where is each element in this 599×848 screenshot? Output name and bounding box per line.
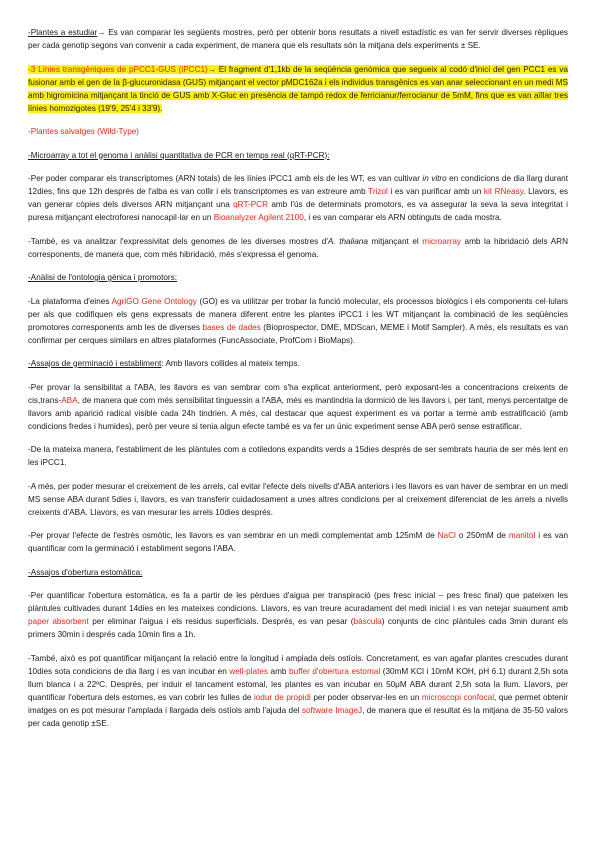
term-microscopi-confocal: microscopi confocal: [421, 692, 495, 702]
paragraph-text: Es van comparar les següents mostres, però per obtenir bons resultats a nivell estadístic es van fer servir diverses rèpliques per cada genotip segons van convenir a cada experiment, de manera que els resultats són la mitjana dels experiments ± SE.: [28, 28, 568, 50]
paragraph-ontologia: [28, 295, 568, 347]
text-run: i es van purificar amb un: [387, 187, 484, 196]
paragraph-ontologia-title: [28, 271, 568, 284]
paragraph-microarray-title: [28, 149, 568, 162]
section-title-salvatges: -Plantes salvatges (Wild-Type): [28, 127, 140, 136]
paragraph-microarray-1: [28, 172, 568, 224]
text-run: -Per quantificar l'obertura estomàtica, es fa a partir de les pèrdues d'aigua per transpiració (pes fresc inicial – pes fresc final) que pateixen les plàntules cultivades durant 14dies en les mateixes condicions. Llavors, es van treure acuradament del medi inicial i es van netejar suaument amb: [28, 591, 568, 613]
section-title-microarray: -Microarray a tot el genoma i anàlisi quantitativa de PCR en temps real (qRT-PCR):: [28, 150, 330, 160]
term-paper-absorbent: paper absorbent: [28, 617, 89, 626]
paragraph-obertura-2: [28, 652, 568, 730]
section-title-ontologia: -Anàlisi de l'ontologia gènica i promotors:: [28, 273, 178, 282]
term-microarray: microarray: [422, 236, 461, 246]
text-run: -Per provar l'efecte de l'estrès osmòtic, les llavors es van sembrar en un medi complementat amb 125mM de: [28, 531, 438, 540]
text-run: amb: [268, 666, 290, 676]
term-trizol: Trizol: [368, 187, 388, 196]
section-title-germinacio: -Assajos de germinació i establiment: [28, 359, 162, 368]
text-run: i es van quantificar com la germinació i establiment segons l'ABA.: [28, 531, 568, 553]
term-bases-de-dades: bases de dades: [202, 322, 261, 332]
term-nacl: NaCl: [437, 531, 456, 540]
text-run: -Per provar la sensibilitat a l'ABA, les llavors es van sembrar com s'ha explicat anteriorment, però exposant-les a concentracions creixents de cis,trans-: [28, 382, 568, 405]
paragraph-obertura-1: [28, 589, 568, 641]
term-bascula: bàscula: [353, 617, 382, 626]
text-run: (GO) es va utilitzar per trobar la funció molecular, els processos biològics i els components cel·lulars per als que codifiquen els gens expressats de manera diferent entre les plantes iPCC1 i les WT mitjançant la combinació de les seqüències promotores corresponents amb les de diverses: [28, 296, 569, 332]
paragraph-germinacio-4: [28, 529, 568, 555]
text-run: , que permet obtenir imatges on es pot mesurar l'amplada i llargada dels ostíols amb l'ajuda del: [28, 692, 568, 715]
text-run: (Bioprospector, DME, MDScan, MEME i Motif Sampler). A més, els resultats es van confirmar per cerques similars en altres plataformes (FuncAssociate, ProfCom i BioMaps).: [28, 322, 569, 345]
term-in-vitro: in vitro: [422, 174, 447, 183]
paragraph-germinacio-3: -A més, per poder mesurar el creixement de les arrels, cal evitar l'efecte dels nivells d'ABA anteriors i les llavors es van haver de sembrar en un medi MS sense ABA durant 5dies i, llavors, es van transferir cuidadosament a unes altres condicions per al creixement diferenciat de les arrels a nivells creixents d'ABA. Llavors, es van mesurar les arrels 10dies després.: [28, 481, 568, 517]
text-run: en condicions de dia llarg durant 12dies, fins que 12h després de l'alba es van collir i els transcriptomes es van extreure amb: [28, 174, 568, 196]
term-kit-rneasy: kit RNeasy: [483, 187, 524, 196]
section-title-plantes: -Plantes a estudiar: [28, 28, 98, 37]
paragraph-salvatges: [28, 125, 568, 138]
text-run: ) conjunts de cinc plàntules cada 3min durant els primers 30min i després cada 10min fins a 1h.: [28, 617, 568, 639]
section-title-transgeniques: -3 Línies transgèniques de pPCC1-GUS (iPCC1): [28, 64, 208, 74]
paragraph-microarray-2: [28, 235, 568, 261]
term-aba: ABA: [61, 395, 78, 405]
text-run: . Llavors, es van generar còpies dels diversos ARN mitjançant una: [28, 187, 568, 209]
section-title-obertura: -Assajos d'obertura estomàtica:: [28, 567, 143, 577]
paragraph-obertura-title: [28, 566, 568, 579]
term-well-plates: well-plates: [229, 666, 269, 676]
text-run: , i es van comparar els ARN obtinguts de cada mostra.: [303, 213, 502, 222]
text-run: -La plataforma d'eines: [28, 296, 112, 306]
paragraph-text-highlighted: El fragment d'1,1kb de la seqüència genòmica que segueix al codó d'inici del gen PCC1 es va fusionar amb el gen de la β-glucuronidasa (GUS) mitjançant el vector pMDC162a i els individus transgènics es van anar seleccionant en un medi MS amb higromicina mitjançant la tinció de GUS amb X-Gluc en presència de tampó redox de ferricianur/ferrocianur de 5mM, fins que es van aïllar tres línies homozigotes (19'9, 25'4 i 33'9).: [28, 64, 568, 113]
term-manitol: manitol: [508, 531, 536, 540]
text-run: , de manera que com més sensibilitat tinguessin a l'ABA, més es mantindria la dormició de les llavors i, per tant, menys percentatge de llavors amb aparició radical visible cada 24h tindrien. A més, cal destacar que aquest experiment es va portar a terme amb estratificació (amb condicions fredes i humides), però per veure si tenia algun efecte també es va fer un únic experiment sense ABA però sense estratificar.: [28, 395, 568, 431]
paragraph-germinacio-1: [28, 381, 568, 433]
text-run: amb l'ús de determinats promotors, es va assegurar la seva la seva integritat i puresa mitjançant electroforesi nanocapil·lar en un: [28, 200, 568, 222]
paragraph-transgeniques: [28, 63, 568, 115]
text-run: o 250mM de: [455, 531, 509, 540]
text-run: mitjançant el: [367, 236, 423, 246]
text-run: per poder observar-les en un: [310, 692, 422, 702]
term-bioanalyzer: Bioanalyzer Agilent 2100: [213, 213, 304, 222]
text-run: -També, es va analitzar l'expressivitat dels genomes de les diverses mostres d': [28, 236, 328, 246]
text-run: -També, això es pot quantificar mitjançant la relació entre la longitud i amplada dels ostíols. Concretament, es van agafar plantes crescudes durant 10dies sota condicions de dia llarg i es van incubar en: [28, 653, 568, 676]
arrow-icon: →: [207, 64, 216, 74]
term-iodur-propidi: iodur de propidi: [253, 692, 311, 702]
arrow-icon: →: [97, 28, 106, 37]
term-software-imagej: software ImageJ: [301, 705, 363, 715]
term-qrt-pcr: qRT-PCR: [233, 200, 269, 209]
term-a-thaliana: A. thaliana: [327, 236, 368, 246]
section-title-germinacio-rest: : Amb llavors collides al mateix temps.: [161, 359, 300, 368]
term-buffer: buffer d'obertura estomal: [289, 666, 381, 676]
text-run: amb la hibridació dels ARN corresponents, de manera que, com més hibridació, més s'expressa el genoma.: [28, 236, 568, 259]
text-run: per eliminar l'aigua i els residus superficials. Després, es van pesar (: [88, 617, 354, 626]
term-agrigo: AgriGO Gene Ontology: [111, 296, 197, 306]
text-run: , de manera que el resultat és la mitjana de 35-50 valors per cada genotip ±SE.: [28, 705, 568, 728]
paragraph-germinacio-title: [28, 357, 568, 370]
paragraph-plantes-estudiar: [28, 26, 568, 52]
text-run: (30mM KCl i 10mM KOH, pH 6.1) durant 2,5h sota llum blanca i a 22ºC. Després, per induir el tancament estomal, les plantes es van incubar en 50μM ABA durant 2,5h sota la llum. Llavors, per quantificar l'obertura dels estomes, es van cobrir les fulles de: [28, 666, 569, 702]
paragraph-germinacio-2: -De la mateixa manera, l'establiment de les plàntules com a cotiledons expandits verds a 15dies després de ser sembrats hauria de ser més lent en les iPCC1.: [28, 445, 568, 467]
text-run: -Per poder comparar els transcriptomes (ARN totals) de les línies iPCC1 amb els de les WT, es van cultivar: [28, 174, 423, 183]
